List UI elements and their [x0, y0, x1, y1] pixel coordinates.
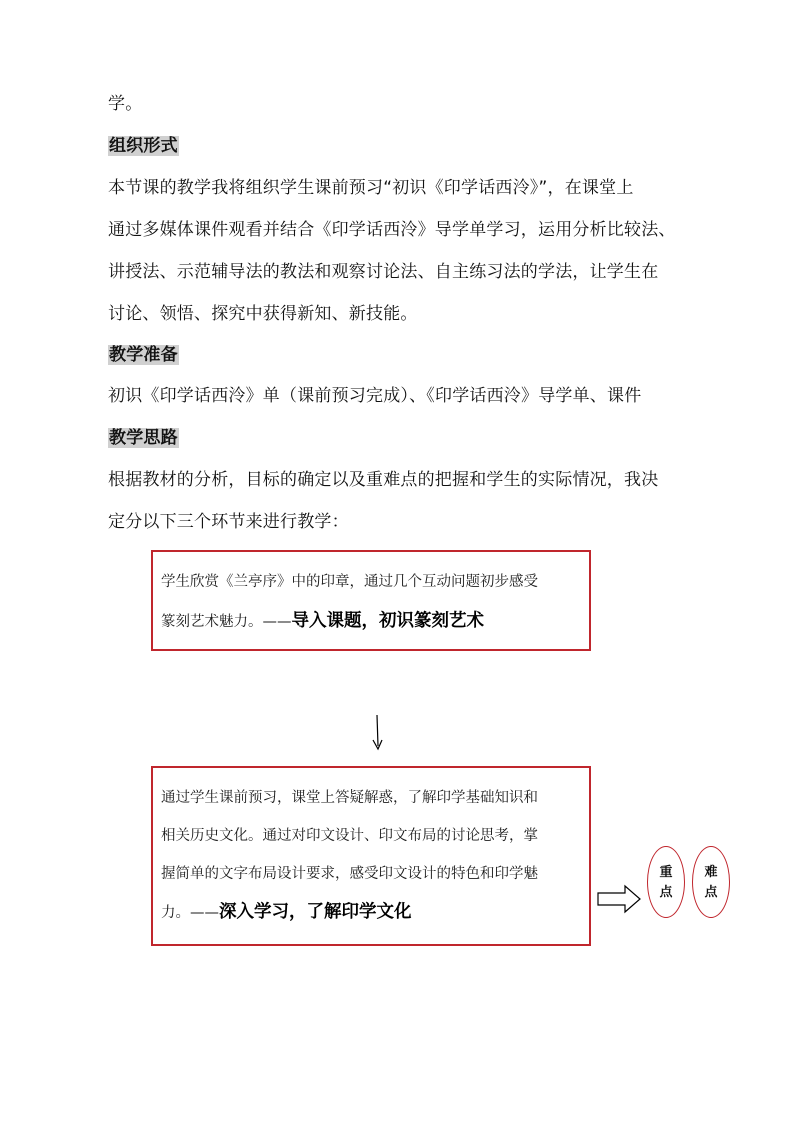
- box-text-line: 握简单的文字布局设计要求，感受印文设计的特色和印学魅: [161, 866, 538, 882]
- box-text-plain: 篆刻艺术魅力。——: [161, 614, 292, 630]
- heading-label: 教学思路: [109, 428, 178, 448]
- oval-char: 重: [659, 865, 673, 880]
- heading-label: 组织形式: [109, 136, 178, 156]
- text-line: 学。: [108, 94, 143, 114]
- box-text-emphasis: 深入学习，了解印学文化: [219, 902, 412, 922]
- box-text-line: 通过学生课前预习，课堂上答疑解惑，了解印学基础知识和: [161, 790, 538, 806]
- text-line: 讨论、领悟、探究中获得新知、新技能。: [108, 304, 418, 324]
- box-text-line: [161, 902, 412, 923]
- section-heading-preparation: [108, 343, 179, 367]
- flow-box-intro: [151, 550, 591, 651]
- text-line: 本节课的教学我将组织学生课前预习“初识《印学话西泠》”，在课堂上: [108, 178, 634, 198]
- oval-char: 难: [704, 865, 718, 880]
- box-text-emphasis: 导入课题，初识篆刻艺术: [291, 611, 484, 631]
- box-text-line: 相关历史文化。通过对印文设计、印文布局的讨论思考，掌: [161, 828, 538, 844]
- text-line: 根据教材的分析，目标的确定以及重难点的把握和学生的实际情况，我决: [108, 470, 659, 490]
- right-arrow-icon: [597, 884, 643, 914]
- text-line: 讲授法、示范辅导法的教法和观察讨论法、自主练习法的学法，让学生在: [108, 262, 659, 282]
- text-line: 定分以下三个环节来进行教学：: [108, 512, 349, 532]
- key-point-oval: [647, 846, 685, 918]
- flow-box-deep-learning: [151, 766, 591, 946]
- section-heading-teaching-idea: [108, 426, 179, 450]
- box-text-line: 学生欣赏《兰亭序》中的印章，通过几个互动问题初步感受: [161, 574, 538, 590]
- difficult-point-oval: [692, 846, 730, 918]
- box-text-line: [161, 611, 484, 632]
- down-arrow-icon: [370, 714, 386, 752]
- text-line: 初识《印学话西泠》单（课前预习完成）、《印学话西泠》导学单、课件: [108, 386, 642, 406]
- text-line: 通过多媒体课件观看并结合《印学话西泠》导学单学习，运用分析比较法、: [108, 220, 676, 240]
- heading-label: 教学准备: [109, 345, 178, 365]
- oval-char: 点: [659, 885, 673, 900]
- box-text-plain: 力。——: [161, 905, 219, 921]
- section-heading-organization: [108, 134, 179, 158]
- oval-char: 点: [704, 885, 718, 900]
